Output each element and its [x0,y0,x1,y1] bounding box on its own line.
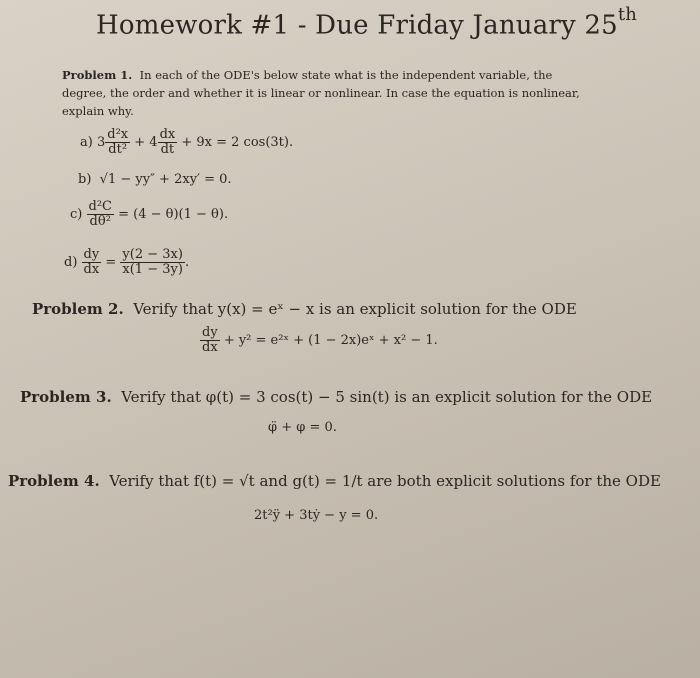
problem1-part-b [78,172,232,187]
problem4-eq: 2t²ÿ + 3tẏ − y = 0. [254,508,379,523]
problem4-statement [8,472,661,490]
problem4-text: Verify that f(t) = √t and g(t) = 1/t are both explicit solutions for the ODE [109,472,661,490]
page-title [96,4,638,41]
problem3-label: Problem 3. [20,388,112,406]
problem2-equation [200,326,438,354]
problem2-frac: $\frac{dy}{dx}$ [202,325,218,355]
part-a-plus: + 4 [134,134,158,150]
problem1-part-c [70,200,228,228]
part-b-eq: √1 − yy″ + 2xy′ = 0. [99,172,232,187]
part-c-label: c) [70,206,83,222]
part-c-frac: $\frac{\text{d²C}}{\text{dθ²}}$ [88,199,112,229]
problem1-part-d [64,248,189,276]
problem3-eq: φ̈ + φ = 0. [268,420,337,435]
problem2-label: Problem 2. [32,300,124,318]
problem1-intro-line1: In each of the ODE's below state what is the independent variable, the [139,68,553,82]
part-d-label: d) [64,254,78,270]
problem3-equation [268,420,337,435]
part-d-lhs: $\frac{dy}{dx}$ [83,247,100,277]
part-a-frac2: $\frac{dx}{dt}$ [159,127,176,157]
problem2-rest: + y² = e²ˣ + (1 − 2x)eˣ + x² − 1. [223,332,438,348]
part-a-frac1: $\frac{\text{d²x}}{\text{dt²}}$ [107,127,129,157]
part-d-end: . [184,254,190,270]
title-text: Homework #1 - Due Friday January 25 [96,10,618,41]
problem1-intro-line2: degree, the order and whether it is linear or nonlinear. In case the equation is nonlinear, [62,86,580,100]
problem2-statement [32,300,577,318]
problem1-label: Problem 1. [62,68,133,82]
part-b-label: b) [78,172,92,187]
part-a-label: a) [80,134,93,150]
problem1-intro [62,66,580,120]
part-d-rhs: $\frac{y(2 - 3x)}{x(1 - 3y)}$ [122,247,183,277]
problem2-text: Verify that y(x) = eˣ − x is an explicit solution for the ODE [133,300,577,318]
problem3-statement [20,388,652,406]
problem3-text: Verify that φ(t) = 3 cos(t) − 5 sin(t) is an explicit solution for the ODE [121,388,653,406]
problem1-intro-line3: explain why. [62,104,134,118]
part-c-rest: = (4 − θ)(1 − θ). [118,206,229,222]
problem4-equation [254,508,378,523]
problem1-part-a [80,128,293,156]
part-a-rest: + 9x = 2 cos(3t). [181,134,294,150]
problem4-label: Problem 4. [8,472,100,490]
part-a-coef: 3 [96,134,106,150]
title-superscript: th [617,4,638,25]
part-d-equals: = [105,254,117,270]
